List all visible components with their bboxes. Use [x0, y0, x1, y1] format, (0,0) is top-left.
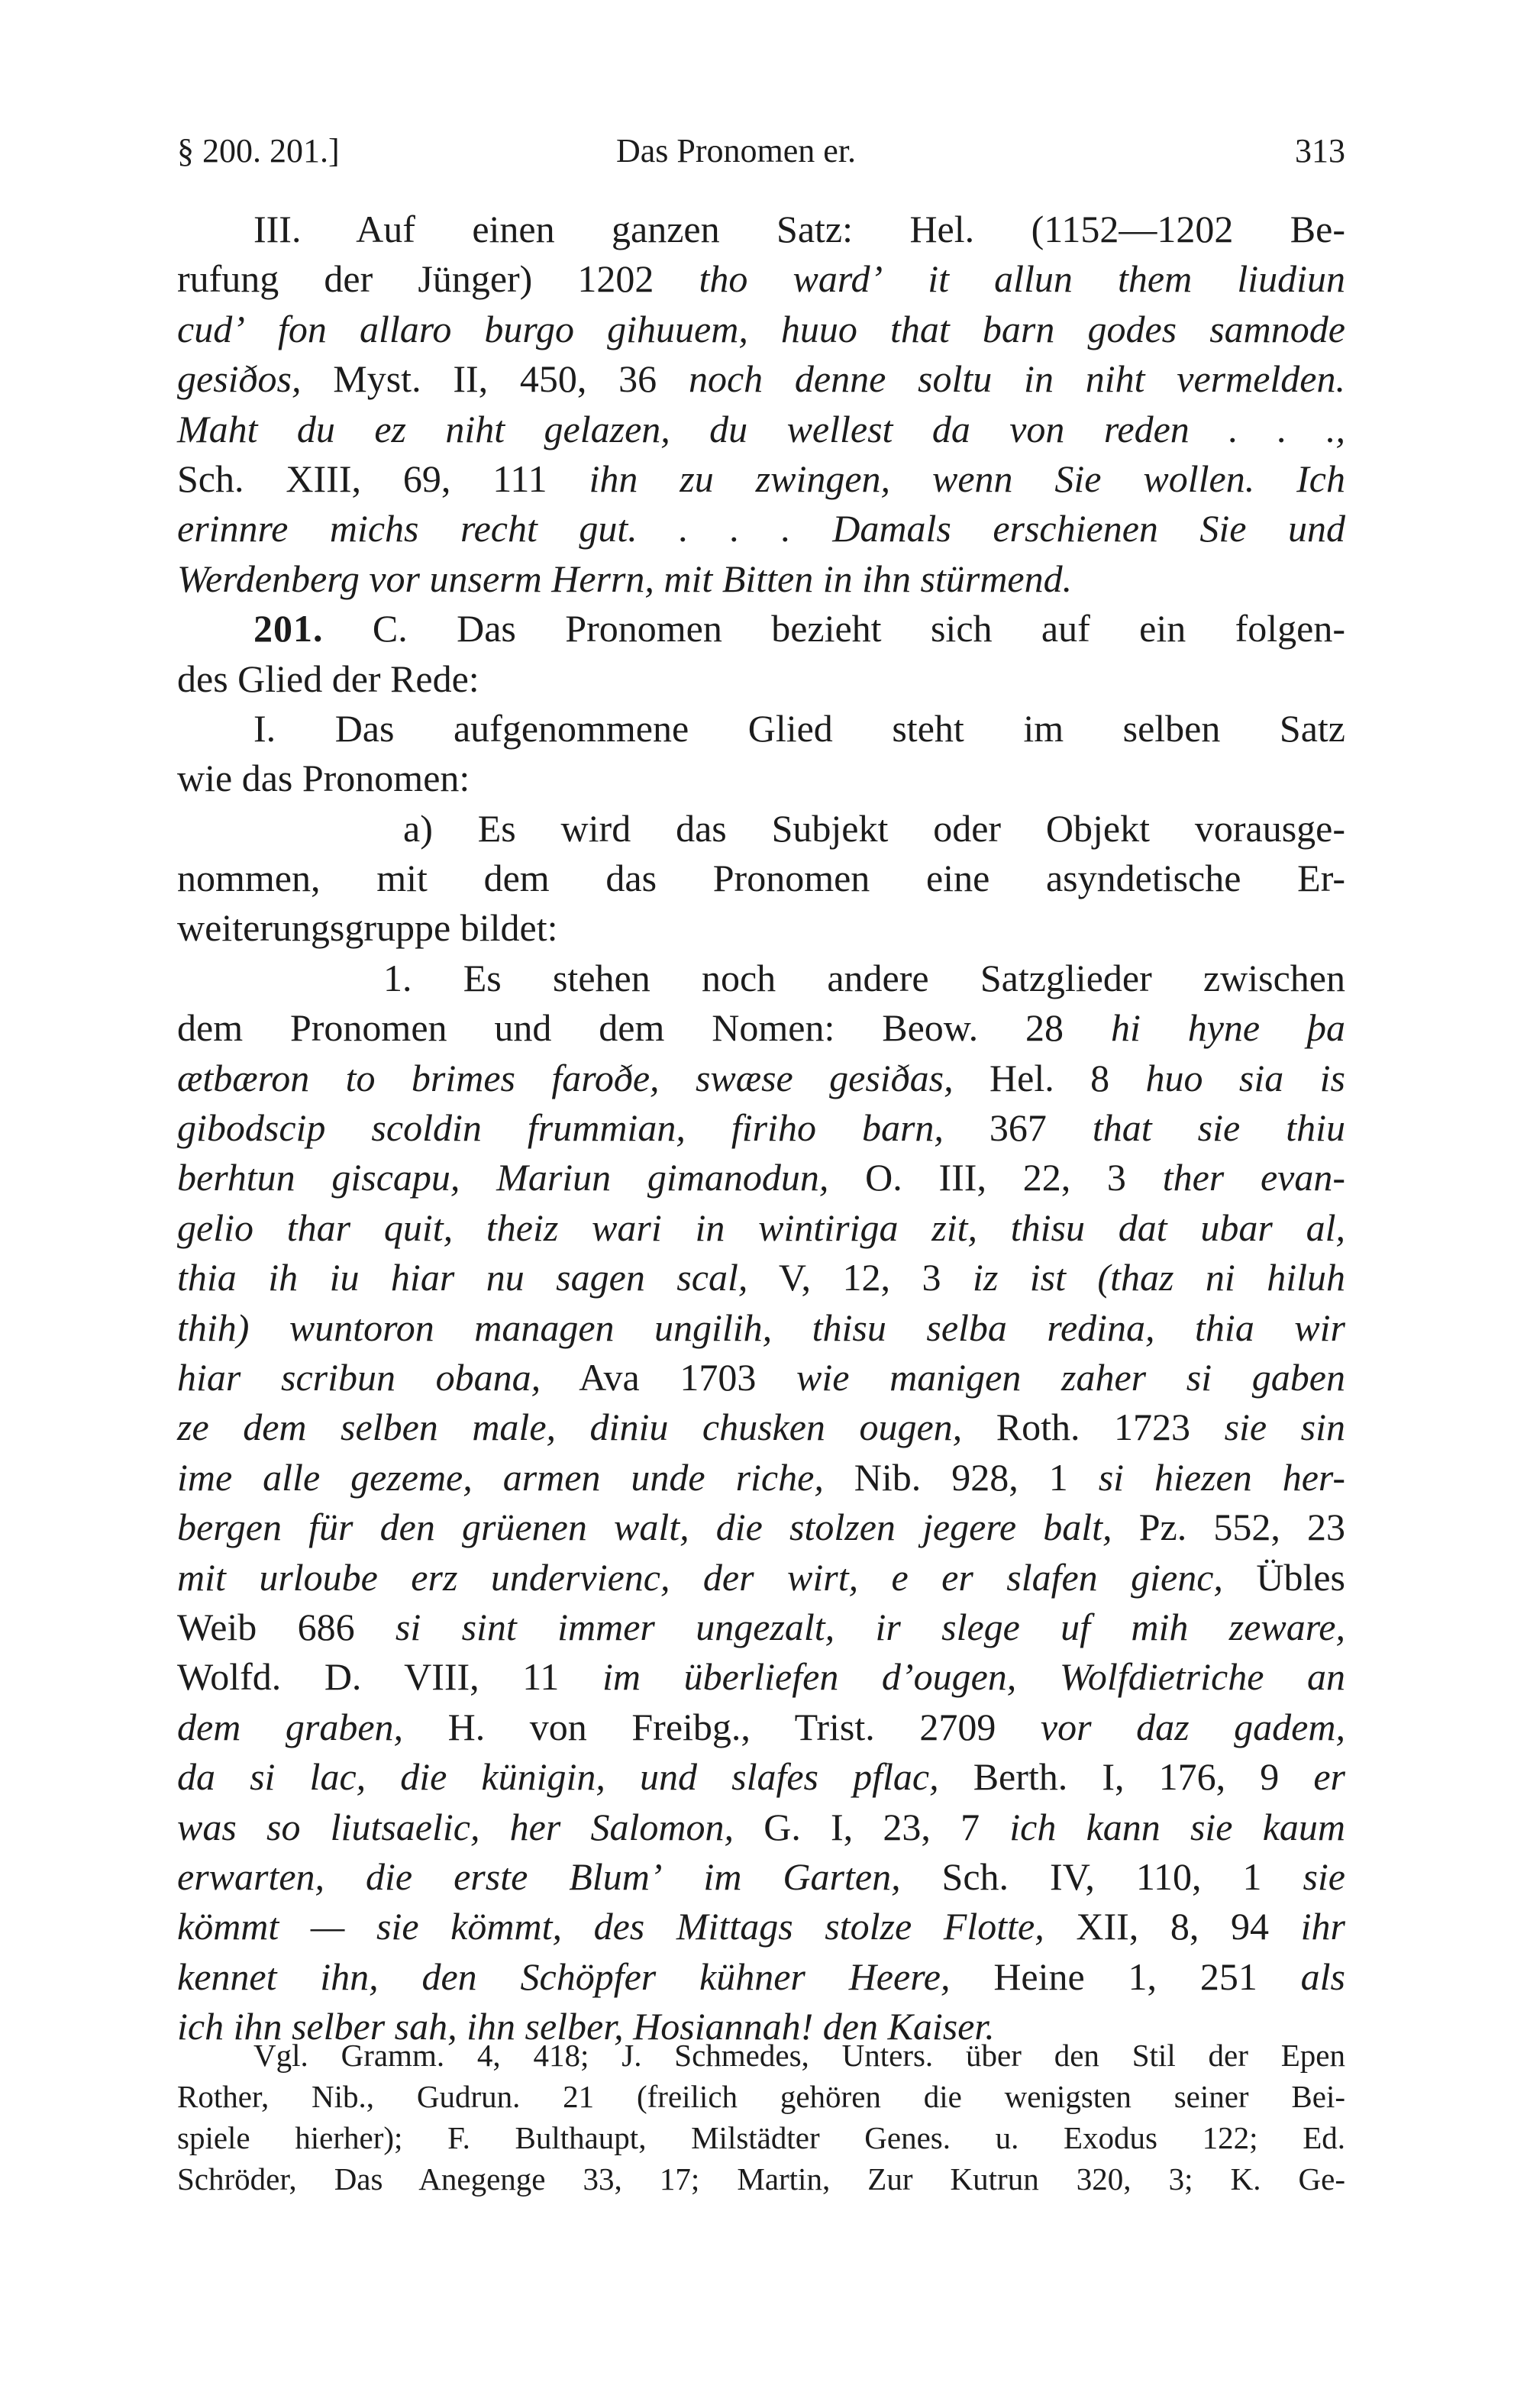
text-line [177, 1503, 1345, 1552]
text-line [177, 754, 1345, 803]
italic-text: Werdenberg vor unserm Herrn, mit Bitten in ihn stürmend. [177, 557, 1073, 600]
roman-text: Rother, Nib., Gudrun. 21 (freilich gehören die wenigsten seiner Bei- [177, 2079, 1345, 2114]
text-line [177, 1403, 1345, 1452]
text-line [177, 354, 1345, 404]
section-number: 201. [253, 607, 324, 650]
text-line [177, 1603, 1345, 1652]
text-line [177, 205, 1345, 254]
italic-text: gelio thar quit, theiz wari in wintiriga zit, thisu dat ubar al, [177, 1206, 1345, 1249]
italic-text: si sint immer ungezalt, ir slege uf mih zeware, [395, 1605, 1345, 1648]
text-line [177, 704, 1345, 754]
italic-text: ich kann sie kaum [1009, 1805, 1345, 1848]
italic-text: ich ihn selber sah, ihn selber, Hosiannah! den Kaiser. [177, 2005, 995, 2048]
italic-text: kömmt — sie kömmt, des Mittags stolze Flotte, [177, 1905, 1044, 1948]
roman-text: Ava 1703 [541, 1355, 797, 1399]
footnote-line [177, 2117, 1345, 2158]
roman-text: Heine 1, 251 [950, 1954, 1301, 1998]
running-header [177, 131, 1345, 177]
italic-text: da si lac, die künigin, und slafes pflac, [177, 1755, 939, 1799]
text-line [177, 1153, 1345, 1202]
roman-text: Roth. 1723 [962, 1406, 1225, 1449]
roman-text: wie das Pronomen: [177, 757, 470, 800]
italic-text: thih) wuntoron managen ungilih, thisu selba redina, thia wir [177, 1306, 1345, 1349]
italic-text: gesiðos, [177, 357, 302, 401]
text-line [177, 1353, 1345, 1403]
text-line [177, 1303, 1345, 1353]
roman-text: Vgl. Gramm. 4, 418; J. Schmedes, Unters. über den Stil der Epen [253, 2038, 1345, 2073]
italic-text: dem graben, [177, 1705, 404, 1748]
footnote-line [177, 2158, 1345, 2200]
roman-text: Übles [1222, 1555, 1345, 1599]
italic-text: ætbæron to brimes faroðe, swæse gesiðas, [177, 1056, 954, 1099]
paragraph-I [177, 704, 1345, 804]
footnote-line [177, 2076, 1345, 2117]
italic-text: er [1313, 1755, 1345, 1799]
paragraph-III [177, 205, 1345, 604]
footnote-block [177, 2035, 1345, 2200]
roman-text: rufung der Jünger) 1202 [177, 257, 699, 301]
text-line [177, 554, 1345, 604]
italic-text: was so liutsaelic, her Salomon, [177, 1805, 734, 1848]
roman-text: Weib 686 [177, 1605, 395, 1648]
text-line [177, 254, 1345, 304]
italic-text: bergen für den grüenen walt, die stolzen jegere balt, [177, 1506, 1112, 1549]
roman-text: nommen, mit dem das Pronomen eine asyndetische Er- [177, 857, 1345, 900]
italic-text: thia ih iu hiar nu sagen scal, [177, 1256, 748, 1299]
italic-text: erinnre michs recht gut. . . . Damals erschienen Sie und [177, 507, 1345, 550]
text-line [177, 1803, 1345, 1852]
roman-text: G. I, 23, 7 [734, 1805, 1010, 1848]
footnote-line [177, 2035, 1345, 2076]
italic-text: ihn zu zwingen, wenn Sie wollen. Ich [589, 457, 1345, 500]
italic-text: ime alle gezeme, armen unde riche, [177, 1455, 824, 1499]
section-201-heading [177, 604, 1345, 704]
italic-text: tho wardʼ it allun them liudiun [699, 257, 1345, 301]
italic-text: als [1300, 1954, 1346, 1998]
text-line [177, 954, 1345, 1003]
roman-text: 1. Es stehen noch andere Satzglieder zwischen [383, 956, 1345, 999]
main-text [177, 205, 1345, 2051]
italic-text: ther evan- [1162, 1156, 1346, 1199]
italic-text: mit urloube erz undervienc, der wirt, e er slafen gienc, [177, 1555, 1223, 1599]
text-line [177, 1553, 1345, 1603]
text-line [177, 1003, 1345, 1053]
text-line [177, 1253, 1345, 1302]
roman-text: Nib. 928, 1 [823, 1455, 1099, 1499]
text-line [177, 405, 1345, 454]
paragraph-1 [177, 954, 1345, 2052]
text-line [177, 1902, 1345, 1951]
italic-text: that sie thiu [1092, 1106, 1346, 1150]
roman-text: weiterungsgruppe bildet: [177, 906, 558, 950]
italic-text: wie manigen zaher si gaben [796, 1355, 1345, 1399]
roman-text: Wolfd. D. VIII, 11 [177, 1655, 603, 1699]
italic-text: berhtun giscapu, Mariun gimanodun, [177, 1156, 829, 1199]
text-line [177, 305, 1345, 354]
roman-text: des Glied der Rede: [177, 657, 479, 700]
roman-text: a) Es wird das Subjekt oder Objekt vorausge- [403, 806, 1345, 850]
roman-text: Sch. IV, 110, 1 [900, 1854, 1303, 1898]
italic-text: sie sin [1224, 1406, 1345, 1449]
text-line [177, 1203, 1345, 1253]
roman-text: spiele hierher); F. Bulthaupt, Milstädter Genes. u. Exodus 122; Ed. [177, 2120, 1345, 2155]
text-line [177, 854, 1345, 903]
text-line [177, 1952, 1345, 2002]
roman-text: Hel. 8 [953, 1056, 1146, 1099]
roman-text: O. III, 22, 3 [828, 1156, 1163, 1199]
roman-text: Pz. 552, 23 [1112, 1506, 1345, 1549]
italic-text: si hiezen her- [1098, 1455, 1346, 1499]
text-line [177, 1054, 1345, 1103]
italic-text: huo sia is [1145, 1056, 1345, 1099]
text-line [177, 1703, 1345, 1752]
text-line [177, 1103, 1345, 1153]
roman-text: I. Das aufgenommene Glied steht im selben Satz [253, 706, 1345, 750]
italic-text: gibodscip scoldin frummian, firiho barn, [177, 1106, 944, 1150]
italic-text: noch denne soltu in niht vermelden. [688, 357, 1345, 401]
text-line [177, 804, 1345, 854]
italic-text: erwarten, die erste Blumʼ im Garten, [177, 1854, 901, 1898]
roman-text: Berth. I, 176, 9 [938, 1755, 1314, 1799]
italic-text: ze dem selben male, diniu chusken ougen, [177, 1406, 963, 1449]
italic-text: cudʼ fon allaro burgo gihuuem, huuo that barn godes samnode [177, 307, 1345, 350]
roman-text: 367 [943, 1106, 1093, 1150]
roman-text: Sch. XIII, 69, 111 [177, 457, 589, 500]
italic-text: Maht du ez niht gelazen, du wellest da von reden . . ., [177, 407, 1345, 450]
text-line [177, 1752, 1345, 1802]
italic-text: im überliefen dʼougen, Wolfdietriche an [602, 1655, 1345, 1699]
text-line [177, 903, 1345, 953]
text-line [177, 604, 1345, 654]
roman-text: C. Das Pronomen bezieht sich auf ein folgen- [323, 607, 1345, 650]
text-line [177, 654, 1345, 704]
italic-text: vor daz gadem, [1040, 1705, 1345, 1748]
roman-text: XII, 8, 94 [1044, 1905, 1301, 1948]
italic-text: sie [1303, 1854, 1345, 1898]
text-line [177, 1453, 1345, 1503]
chapter-title: Das Pronomen er. [616, 132, 857, 169]
roman-text: Schröder, Das Anegenge 33, 17; Martin, Zur Kutrun 320, 3; K. Ge- [177, 2161, 1345, 2197]
roman-text: H. von Freibg., Trist. 2709 [403, 1705, 1041, 1748]
page-number: 313 [1295, 132, 1345, 169]
section-reference: § 200. 201.] [177, 132, 340, 169]
italic-text: kennet ihn, den Schöpfer kühner Heere, [177, 1954, 951, 1998]
italic-text: ihr [1300, 1905, 1345, 1948]
text-line [177, 454, 1345, 504]
paragraph-a [177, 804, 1345, 954]
roman-text: Myst. II, 450, 36 [301, 357, 689, 401]
roman-text: V, 12, 3 [747, 1256, 973, 1299]
italic-text: hi hyne þa [1110, 1006, 1345, 1050]
italic-text: hiar scribun obana, [177, 1355, 541, 1399]
text-line [177, 504, 1345, 554]
roman-text: dem Pronomen und dem Nomen: Beow. 28 [177, 1006, 1111, 1050]
text-line [177, 1852, 1345, 1902]
text-line [177, 1652, 1345, 1702]
roman-text: III. Auf einen ganzen Satz: Hel. (1152—1202 Be- [253, 208, 1345, 250]
italic-text: iz ist (thaz ni hiluh [972, 1256, 1346, 1299]
